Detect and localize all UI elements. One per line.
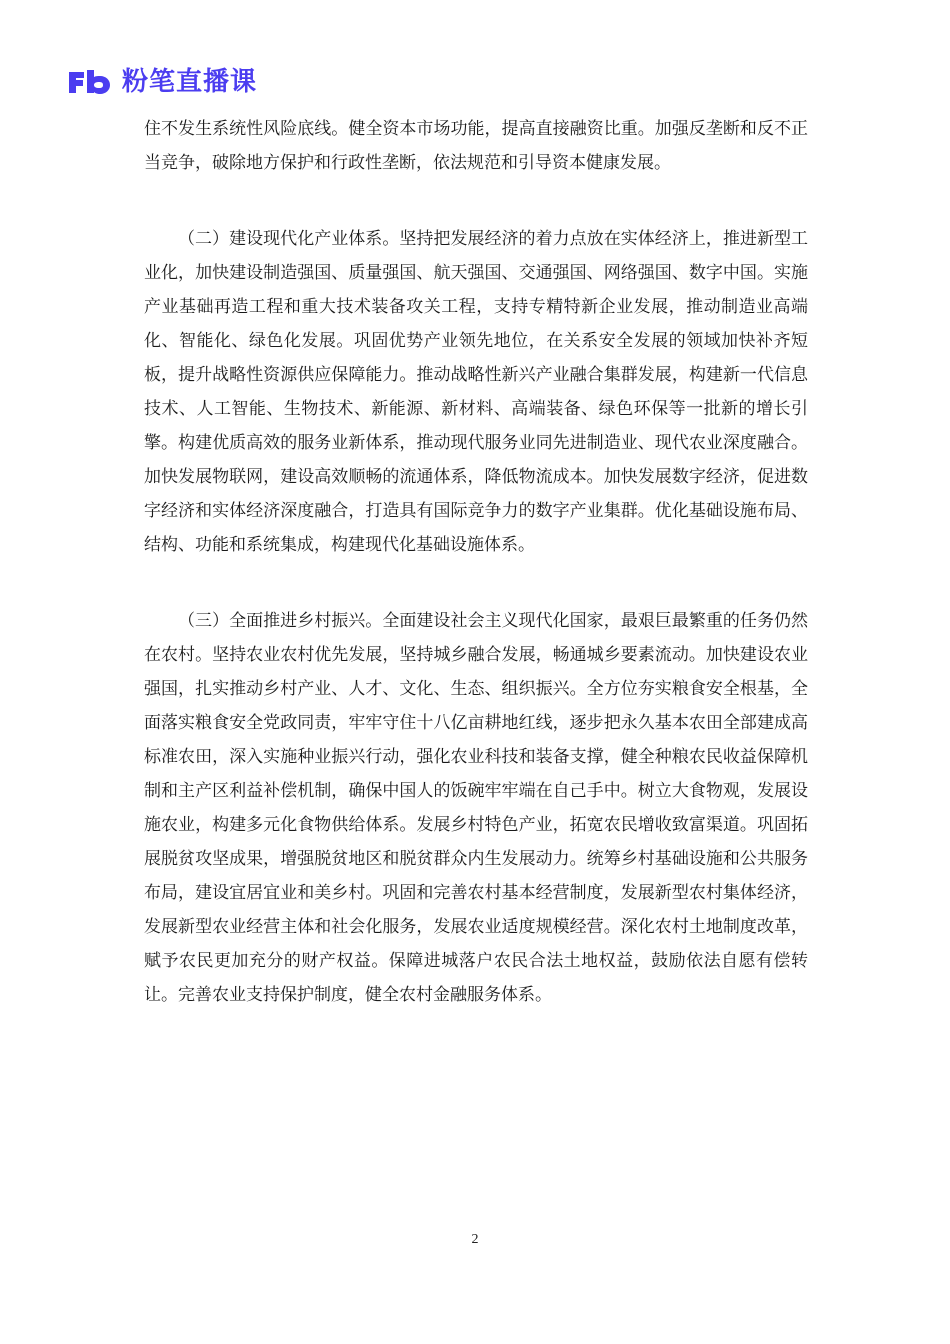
brand-name: 粉笔直播课 — [122, 67, 258, 97]
page-header — [66, 62, 257, 102]
paragraph-rural-revitalization: （三）全面推进乡村振兴。全面建设社会主义现代化国家，最艰巨最繁重的任务仍然在农村。坚持农业农村优先发展，坚持城乡融合发展，畅通城乡要素流动。加快建设农业强国，扎实推动乡村产业、人才、文化、生态、组织振兴。全方位夯实粮食安全根基，全面落实粮食安全党政同责，牢牢守住十八亿亩耕地红线，逐步把永久基本农田全部建成高标准农田，深入实施种业振兴行动，强化农业科技和装备支撑，健全种粮农民收益保障机制和主产区利益补偿机制，确保中国人的饭碗牢牢端在自己手中。树立大食物观，发展设施农业，构建多元化食物供给体系。发展乡村特色产业，拓宽农民增收致富渠道。巩固拓展脱贫攻坚成果，增强脱贫地区和脱贫群众内生发展动力。统筹乡村基础设施和公共服务布局，建设宜居宜业和美乡村。巩固和完善农村基本经营制度，发展新型农村集体经济，发展新型农业经营主体和社会化服务，发展农业适度规模经营。深化农村土地制度改革，赋予农民更加充分的财产权益。保障进城落户农民合法土地权益，鼓励依法自愿有偿转让。完善农业支持保护制度，健全农村金融服务体系。 — [144, 611, 808, 1005]
document-body — [144, 112, 808, 1012]
paragraph-continuation: 住不发生系统性风险底线。健全资本市场功能，提高直接融资比重。加强反垄断和反不正当竞争，破除地方保护和行政性垄断，依法规范和引导资本健康发展。 — [144, 119, 808, 173]
fenbi-logo-icon — [66, 67, 114, 97]
paragraph-modern-industry: （二）建设现代化产业体系。坚持把发展经济的着力点放在实体经济上，推进新型工业化，加快建设制造强国、质量强国、航天强国、交通强国、网络强国、数字中国。实施产业基础再造工程和重大技术装备攻关工程，支持专精特新企业发展，推动制造业高端化、智能化、绿色化发展。巩固优势产业领先地位，在关系安全发展的领域加快补齐短板，提升战略性资源供应保障能力。推动战略性新兴产业融合集群发展，构建新一代信息技术、人工智能、生物技术、新能源、新材料、高端装备、绿色环保等一批新的增长引擎。构建优质高效的服务业新体系，推动现代服务业同先进制造业、现代农业深度融合。加快发展物联网，建设高效顺畅的流通体系，降低物流成本。加快发展数字经济，促进数字经济和实体经济深度融合，打造具有国际竞争力的数字产业集群。优化基础设施布局、结构、功能和系统集成，构建现代化基础设施体系。 — [144, 229, 808, 555]
page-number: 2 — [471, 1232, 479, 1247]
